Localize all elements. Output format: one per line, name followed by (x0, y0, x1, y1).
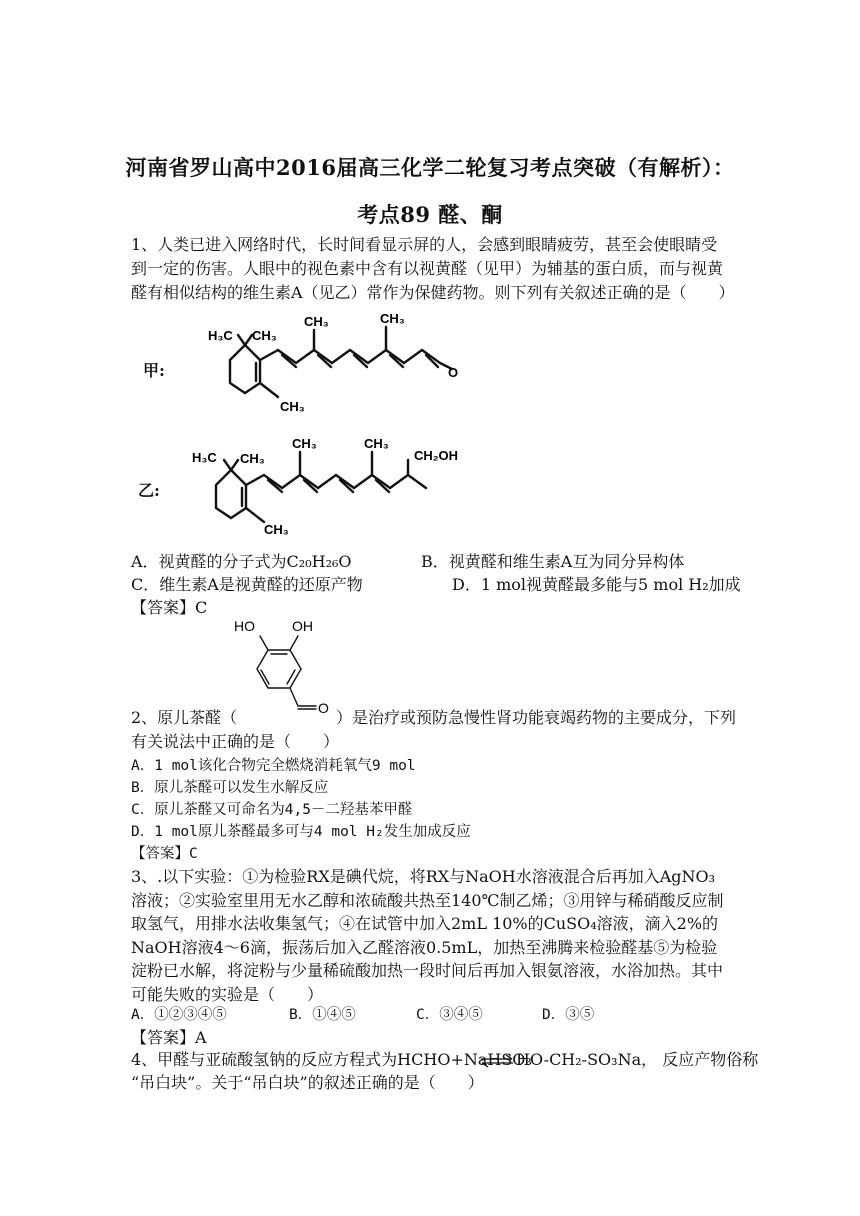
q1-option-d: D．1 mol视黄醛最多能与5 mol H₂加成 (452, 575, 741, 594)
q1-label-yi: 乙: (138, 481, 160, 500)
q2-stem-end: ）是治疗或预防急慢性肾功能衰竭药物的主要成分，下列 (336, 708, 737, 727)
title-line-2: 考点89 醛、酮 (357, 202, 503, 227)
q3-stem: 3、.以下实验：①为检验RX是碘代烷，将RX与NaOH水溶液混合后再加入AgNO₃溶液；②实验室里用无水乙醇和浓硫酸共热至140℃制乙烯；③用锌与稀硝酸反应制取氢气，用排水法收集氢气；④在试管中加入2mL 10%的CuSO₄溶液，滴入2%的NaOH溶液4～6滴，振荡后加入乙醛溶液0.5mL，加热至沸腾来检验醛基⑤为检验淀粉已水解，将淀粉与少量稀硫酸加热一段时间后再加入银氨溶液，水浴加热。其中可能失败的实验是（ ） (131, 867, 724, 1004)
jia-ch3-label-2: CH₃ (380, 311, 405, 326)
yi-ch3-bottom-label: CH₃ (264, 522, 289, 537)
reversible-arrow-icon (479, 1053, 515, 1069)
structure-yi-vitamin-a (186, 430, 476, 540)
q3-option-d: D．③⑤ (542, 1007, 595, 1023)
jia-oxygen-label: O (448, 365, 459, 380)
q1-stem: 1、人类已进入网络时代，长时间看显示屏的人，会感到眼睛疲劳，甚至会使眼睛受到一定的伤害。人眼中的视色素中含有以视黄醛（见甲）为辅基的蛋白质，而与视黄醛有相似结构的维生素A（见乙）常作为保健药物。则下列有关叙述正确的是（ ） (131, 235, 735, 302)
q2-stem-line-2: 有关说法中正确的是（ ） (131, 732, 340, 751)
q2-option-a: A．1 mol该化合物完全燃烧消耗氧气9 mol (131, 758, 416, 774)
q3-option-b: B．①④⑤ (289, 1007, 356, 1023)
q4-stem-part-1: 4、甲醛与亚硫酸氢钠的反应方程式为HCHO+NaHSO₃ (131, 1050, 532, 1069)
yi-ch2oh-label: CH₂OH (414, 448, 459, 463)
yi-h3c-label: H₃C (192, 450, 217, 465)
title-line-1: 河南省罗山高中2016届高三化学二轮复习考点突破（有解析）： (125, 155, 735, 180)
q1-option-a: A．视黄醛的分子式为C₂₀H₂₆O (131, 552, 352, 571)
jia-ch3-label-1: CH₃ (304, 314, 329, 329)
q2-oh-label: OH (292, 618, 313, 634)
q1-answer: 【答案】C (131, 598, 208, 617)
q2-answer: 【答案】C (131, 846, 198, 862)
structure-jia-retinal (200, 305, 470, 420)
q3-option-a: A．①②③④⑤ (131, 1007, 227, 1023)
q3-option-c: C．③④⑤ (416, 1007, 483, 1023)
jia-ring-ch3-label: CH₃ (252, 328, 277, 343)
yi-ch3-label-2: CH₃ (364, 436, 389, 451)
q2-option-b: B．原儿茶醛可以发生水解反应 (131, 780, 329, 796)
q2-option-c: C．原儿茶醛又可命名为4,5－二羟基苯甲醛 (131, 802, 413, 818)
q4-stem-part-2: HO-CH₂-SO₃Na， 反应产物俗称 (516, 1050, 759, 1069)
q1-label-jia: 甲: (143, 361, 165, 380)
q2-option-d: D．1 mol原儿茶醛最多可与4 mol H₂发生加成反应 (131, 824, 471, 840)
structure-protocatechualdehyde (228, 612, 348, 727)
yi-ch3-label-1: CH₃ (292, 436, 317, 451)
q4-stem-line-2: “吊白块”。关于“吊白块”的叙述正确的是（ ） (131, 1073, 484, 1092)
q1-option-c: C．维生素A是视黄醛的还原产物 (131, 575, 363, 594)
q2-stem-start: 2、原儿茶醛（ (131, 708, 238, 727)
q2-ho-label: HO (234, 618, 255, 634)
yi-ring-ch3-label: CH₃ (240, 451, 265, 466)
q3-answer: 【答案】A (131, 1028, 207, 1047)
q2-oxygen-label: O (318, 700, 329, 716)
jia-ch3-bottom-label: CH₃ (280, 399, 305, 414)
q1-option-b: B．视黄醛和维生素A互为同分异构体 (421, 552, 685, 571)
jia-h3c-label: H₃C (208, 328, 233, 343)
